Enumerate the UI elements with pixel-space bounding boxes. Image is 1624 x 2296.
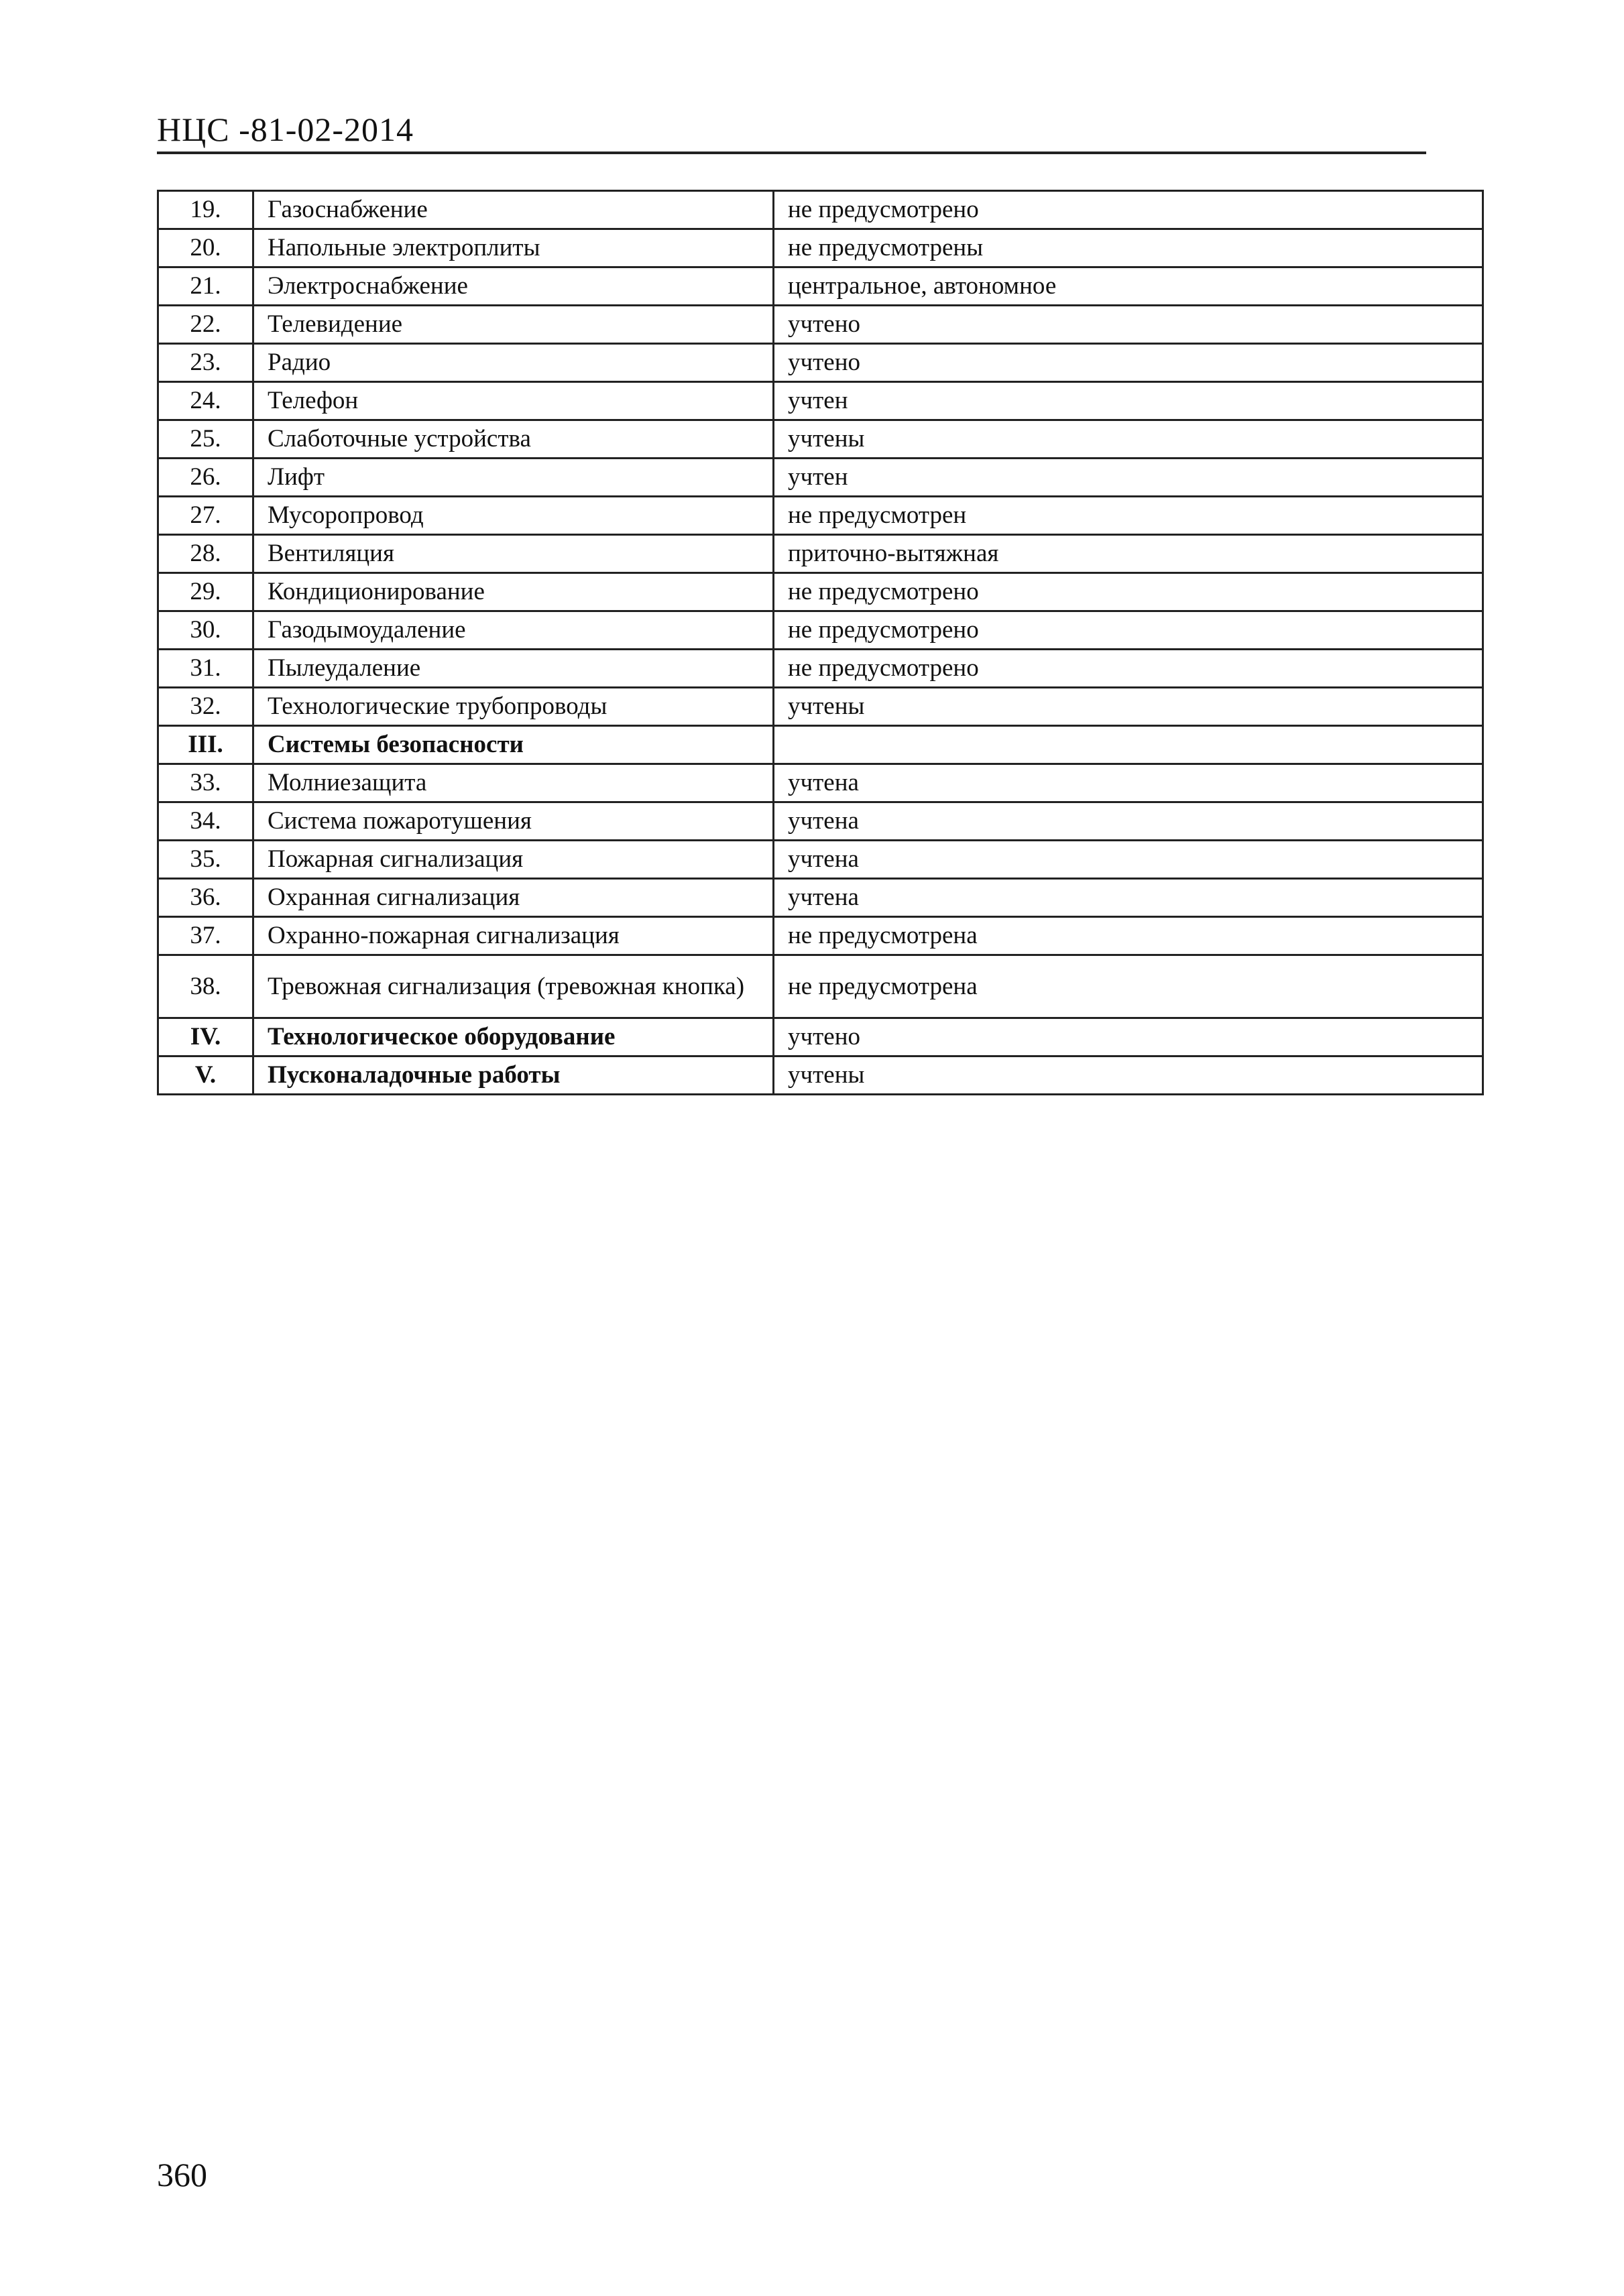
row-name: Система пожаротушения bbox=[253, 802, 774, 841]
row-value: не предусмотрено bbox=[774, 573, 1483, 611]
row-name: Охранная сигнализация bbox=[253, 879, 774, 917]
row-value: учтен bbox=[774, 459, 1483, 497]
row-value: учтено bbox=[774, 344, 1483, 382]
row-name: Технологические трубопроводы bbox=[253, 688, 774, 726]
row-name: Пожарная сигнализация bbox=[253, 841, 774, 879]
row-number: 33. bbox=[158, 764, 253, 802]
row-number: 26. bbox=[158, 459, 253, 497]
row-number: 28. bbox=[158, 535, 253, 573]
row-value: не предусмотрена bbox=[774, 955, 1483, 1018]
row-value: учтены bbox=[774, 688, 1483, 726]
row-value: учтена bbox=[774, 802, 1483, 841]
row-name: Тревожная сигнализация (тревожная кнопка) bbox=[253, 955, 774, 1018]
table-row bbox=[158, 420, 1483, 459]
section-value bbox=[774, 726, 1483, 764]
row-number: 31. bbox=[158, 650, 253, 688]
row-value: не предусмотрено bbox=[774, 650, 1483, 688]
table-row bbox=[158, 688, 1483, 726]
page-number: 360 bbox=[157, 2156, 207, 2193]
header-rule bbox=[157, 152, 1426, 154]
row-name: Мусоропровод bbox=[253, 497, 774, 535]
table-row bbox=[158, 650, 1483, 688]
table-row bbox=[158, 306, 1483, 344]
row-value: учтена bbox=[774, 841, 1483, 879]
row-value: учтено bbox=[774, 306, 1483, 344]
table-row bbox=[158, 344, 1483, 382]
row-value: учтена bbox=[774, 764, 1483, 802]
row-value: учтен bbox=[774, 382, 1483, 420]
section-value: учтены bbox=[774, 1056, 1483, 1095]
row-name: Напольные электроплиты bbox=[253, 229, 774, 267]
section-title: Системы безопасности bbox=[253, 726, 774, 764]
row-number: 36. bbox=[158, 879, 253, 917]
row-value: учтены bbox=[774, 420, 1483, 459]
table-row bbox=[158, 841, 1483, 879]
row-number: 22. bbox=[158, 306, 253, 344]
row-name: Кондиционирование bbox=[253, 573, 774, 611]
row-name: Газоснабжение bbox=[253, 191, 774, 229]
row-name: Телевидение bbox=[253, 306, 774, 344]
row-name: Вентиляция bbox=[253, 535, 774, 573]
row-number: 34. bbox=[158, 802, 253, 841]
row-number: 30. bbox=[158, 611, 253, 650]
table-row bbox=[158, 955, 1483, 1018]
systems-table bbox=[157, 190, 1484, 1095]
row-number: 20. bbox=[158, 229, 253, 267]
row-value: не предусмотрена bbox=[774, 917, 1483, 955]
row-number: 21. bbox=[158, 267, 253, 306]
table-row bbox=[158, 611, 1483, 650]
row-name: Слаботочные устройства bbox=[253, 420, 774, 459]
row-number: 25. bbox=[158, 420, 253, 459]
row-number: 38. bbox=[158, 955, 253, 1018]
table-row bbox=[158, 497, 1483, 535]
row-name: Электроснабжение bbox=[253, 267, 774, 306]
row-value: учтена bbox=[774, 879, 1483, 917]
row-name: Охранно-пожарная сигнализация bbox=[253, 917, 774, 955]
row-number: 23. bbox=[158, 344, 253, 382]
section-row bbox=[158, 726, 1483, 764]
section-title: Технологическое оборудование bbox=[253, 1018, 774, 1056]
row-name: Газодымоудаление bbox=[253, 611, 774, 650]
row-number: 29. bbox=[158, 573, 253, 611]
row-value: не предусмотрено bbox=[774, 191, 1483, 229]
row-name: Лифт bbox=[253, 459, 774, 497]
table-row bbox=[158, 535, 1483, 573]
row-name: Пылеудаление bbox=[253, 650, 774, 688]
table-row bbox=[158, 459, 1483, 497]
row-name: Радио bbox=[253, 344, 774, 382]
table-row bbox=[158, 917, 1483, 955]
row-number: 32. bbox=[158, 688, 253, 726]
section-number: III. bbox=[158, 726, 253, 764]
row-value: не предусмотрено bbox=[774, 611, 1483, 650]
section-title: Пусконаладочные работы bbox=[253, 1056, 774, 1095]
table-row bbox=[158, 229, 1483, 267]
table-row bbox=[158, 802, 1483, 841]
document-code: НЦС -81-02-2014 bbox=[157, 111, 414, 148]
table-row bbox=[158, 191, 1483, 229]
row-value: центральное, автономное bbox=[774, 267, 1483, 306]
row-number: 24. bbox=[158, 382, 253, 420]
row-value: приточно-вытяжная bbox=[774, 535, 1483, 573]
row-number: 27. bbox=[158, 497, 253, 535]
row-value: не предусмотрены bbox=[774, 229, 1483, 267]
section-row bbox=[158, 1056, 1483, 1095]
row-value: не предусмотрен bbox=[774, 497, 1483, 535]
section-value: учтено bbox=[774, 1018, 1483, 1056]
section-number: V. bbox=[158, 1056, 253, 1095]
row-name: Молниезащита bbox=[253, 764, 774, 802]
table-row bbox=[158, 382, 1483, 420]
table-row bbox=[158, 267, 1483, 306]
row-number: 19. bbox=[158, 191, 253, 229]
table-row bbox=[158, 573, 1483, 611]
row-number: 37. bbox=[158, 917, 253, 955]
row-name: Телефон bbox=[253, 382, 774, 420]
table-row bbox=[158, 879, 1483, 917]
row-number: 35. bbox=[158, 841, 253, 879]
section-number: IV. bbox=[158, 1018, 253, 1056]
table-row bbox=[158, 764, 1483, 802]
section-row bbox=[158, 1018, 1483, 1056]
